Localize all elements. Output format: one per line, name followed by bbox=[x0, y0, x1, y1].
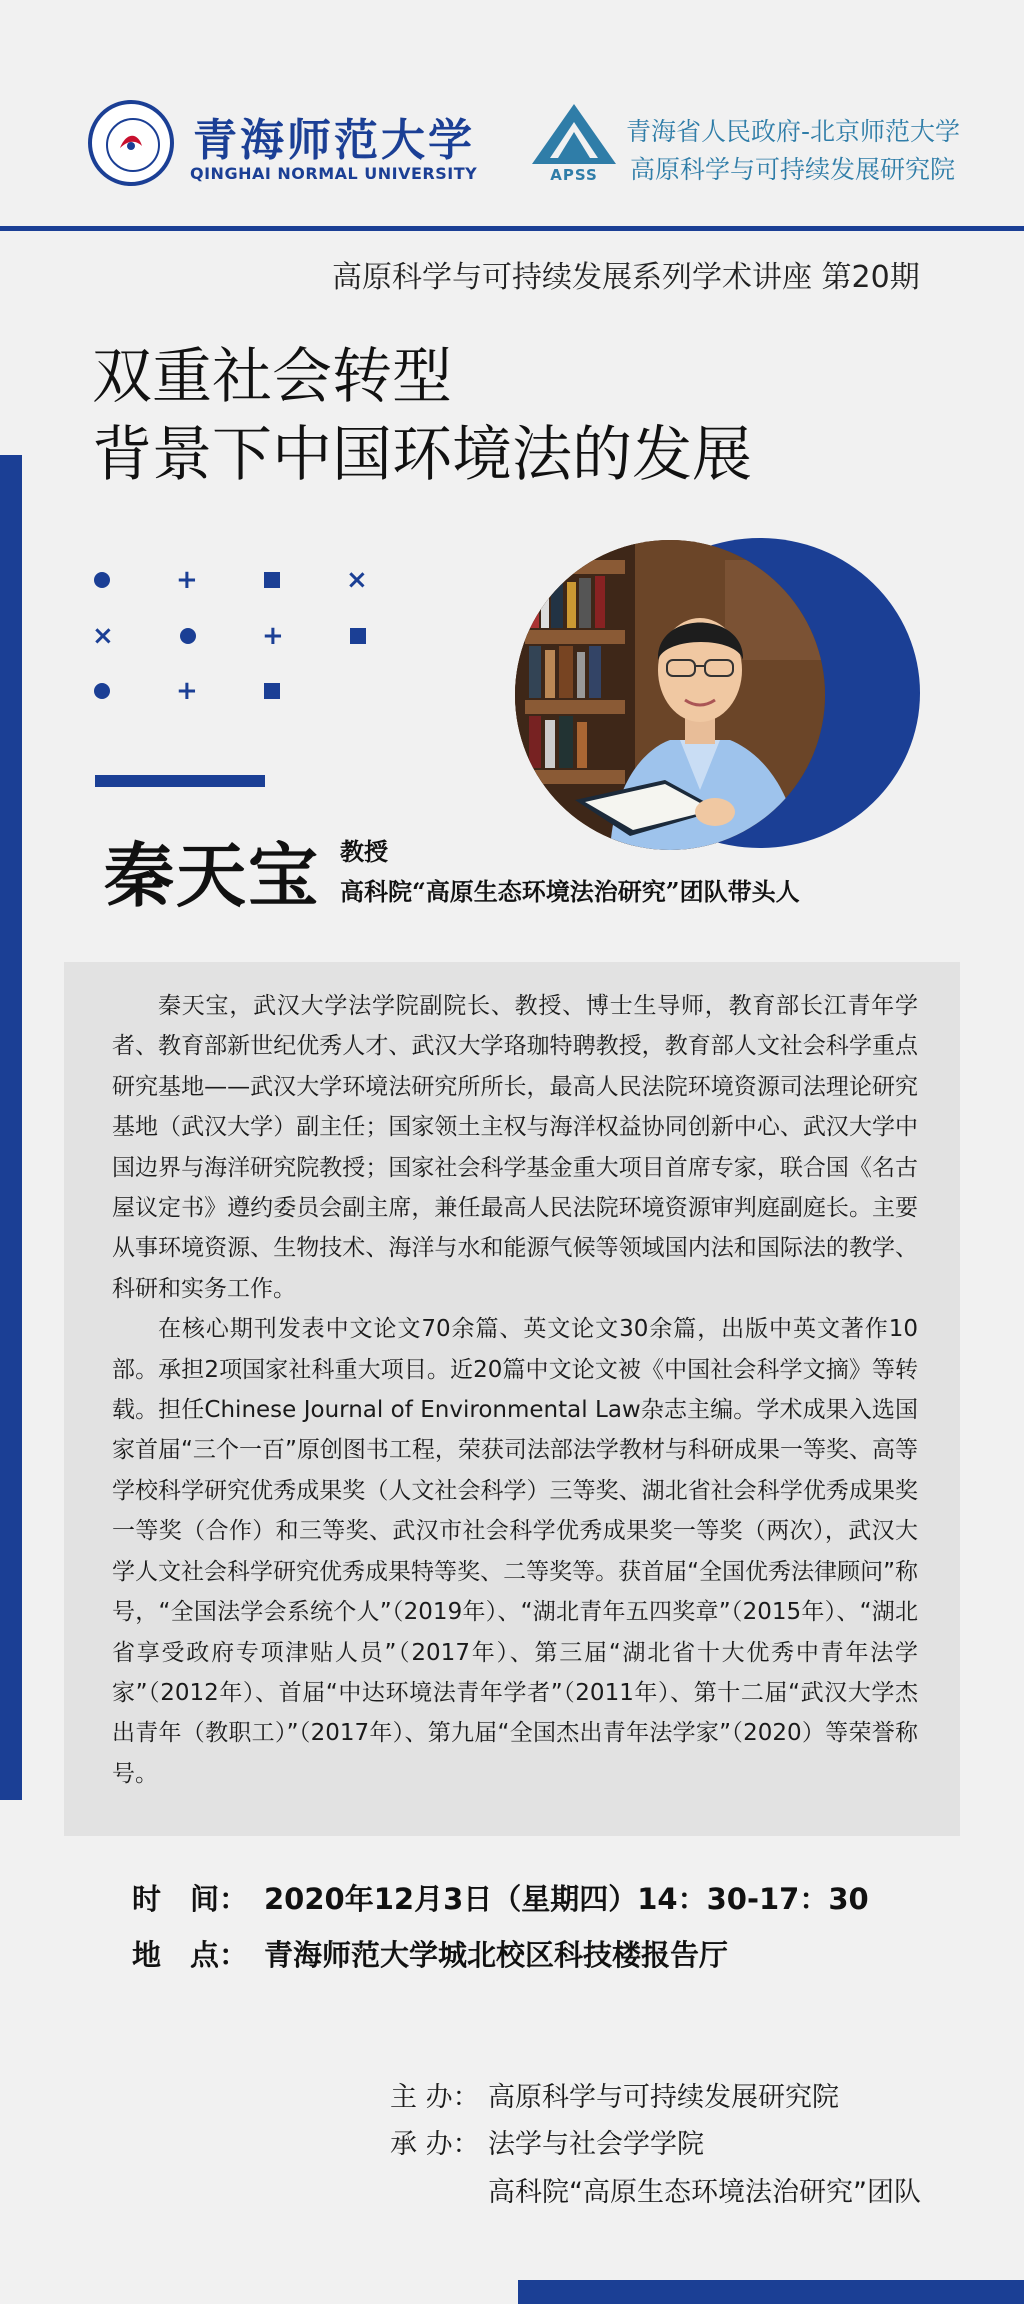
event-place-label: 地 点： bbox=[132, 1938, 249, 1972]
co-organizer-value: 法学与社会学学院 bbox=[488, 2129, 704, 2160]
apss-abbr: APSS bbox=[550, 166, 598, 184]
lecture-series: 高原科学与可持续发展系列学术讲座 第20期 bbox=[332, 260, 920, 295]
plus-icon: + bbox=[176, 565, 198, 595]
event-place-value: 青海师范大学城北校区科技楼报告厅 bbox=[264, 1938, 729, 1972]
bottom-accent-bar bbox=[518, 2280, 1024, 2304]
apss-logo bbox=[530, 102, 618, 186]
cross-icon: × bbox=[92, 621, 114, 651]
lecture-title-line1: 双重社会转型 bbox=[92, 342, 452, 412]
square-icon bbox=[264, 572, 280, 588]
dot-icon bbox=[180, 628, 196, 644]
dot-icon bbox=[94, 572, 110, 588]
square-icon bbox=[264, 683, 280, 699]
bio-paragraph: 秦天宝，武汉大学法学院副院长、教授、博士生导师，教育部长江青年学者、教育部新世纪优秀人才、武汉大学珞珈特聘教授，教育部人文社会科学重点研究基地——武汉大学环境法研究所所长，最高人民法院环境资源司法理论研究基地（武汉大学）副主任；国家领土主权与海洋权益协同创新中心、武汉大学中国边界与海洋研究院教授；国家社会科学基金重大项目首席专家，联合国《名古屋议定书》遵约委员会副主席，兼任最高人民法院环境资源审判庭副庭长。主要从事环境资源、生物技术、海洋与水和能源气候等领域国内法和国际法的教学、科研和实务工作。 bbox=[112, 993, 918, 1302]
speaker-name: 秦天宝 bbox=[104, 834, 320, 917]
plus-icon: + bbox=[176, 676, 198, 706]
event-time-label: 时 间： bbox=[132, 1882, 249, 1916]
name-accent-bar bbox=[95, 775, 265, 787]
co-organizer-line bbox=[390, 2122, 704, 2161]
speaker-portrait bbox=[515, 540, 825, 850]
co-organizer-label: 承 办： bbox=[390, 2129, 480, 2160]
university-name-en: QINGHAI NORMAL UNIVERSITY bbox=[190, 164, 478, 183]
event-time-value: 2020年12月3日（星期四）14：30-17：30 bbox=[264, 1882, 869, 1916]
institute-name-line2: 高原科学与可持续发展研究院 bbox=[630, 155, 956, 184]
cross-icon: × bbox=[346, 565, 368, 595]
university-seal-icon bbox=[88, 100, 174, 186]
speaker-affiliation: 高科院“高原生态环境法治研究”团队带头人 bbox=[340, 877, 800, 906]
event-place bbox=[132, 1933, 728, 1974]
bio-paragraph: 在核心期刊发表中文论文70余篇、英文论文30余篇，出版中英文著作10部。承担2项国家社科重大项目。近20篇中文论文被《中国社会科学文摘》等转载。担任Chinese Journal of Environmental Law杂志主编。学术成果入选国家首届“三个一百”原创图书工程，荣获司法部法学教材与科研成果一等奖、高等学校科学研究优秀成果奖（人文社会科学）三等奖、湖北省社会科学优秀成果奖一等奖（合作）和三等奖、武汉市社会科学优秀成果奖一等奖（两次），武汉大学人文社会科学研究优秀成果特等奖、二等奖等。获首届“全国优秀法律顾问”称号，“全国法学会系统个人”（2019年）、“湖北青年五四奖章”（2015年）、“湖北省享受政府专项津贴人员”（2017年）、第三届“湖北省十大优秀中青年法学家”（2012年）、首届“中达环境法青年学者”（2011年）、第十二届“武汉大学杰出青年（教职工）”（2017年）、第九届“全国杰出青年法学家”（2020）等荣誉称号。 bbox=[112, 1316, 918, 1787]
lecture-title-line2: 背景下中国环境法的发展 bbox=[92, 420, 752, 490]
event-time bbox=[132, 1877, 869, 1918]
lecture-title bbox=[92, 338, 752, 494]
host-value: 高原科学与可持续发展研究院 bbox=[488, 2082, 839, 2113]
co-organizer-team: 高科院“高原生态环境法治研究”团队 bbox=[488, 2177, 921, 2208]
speaker-bio bbox=[112, 986, 918, 1794]
host-label: 主 办： bbox=[390, 2082, 480, 2113]
plus-icon: + bbox=[262, 621, 284, 651]
speaker-title: 教授 bbox=[340, 837, 388, 866]
apss-mountain-icon bbox=[530, 102, 618, 166]
institute-name-line1: 青海省人民政府-北京师范大学 bbox=[626, 117, 961, 146]
left-accent-bar bbox=[0, 455, 22, 1800]
square-icon bbox=[350, 628, 366, 644]
host-line bbox=[390, 2075, 839, 2114]
university-logo bbox=[88, 100, 478, 200]
university-name-cn: 青海师范大学 bbox=[193, 115, 475, 166]
dot-icon bbox=[94, 683, 110, 699]
header-divider bbox=[0, 226, 1024, 231]
